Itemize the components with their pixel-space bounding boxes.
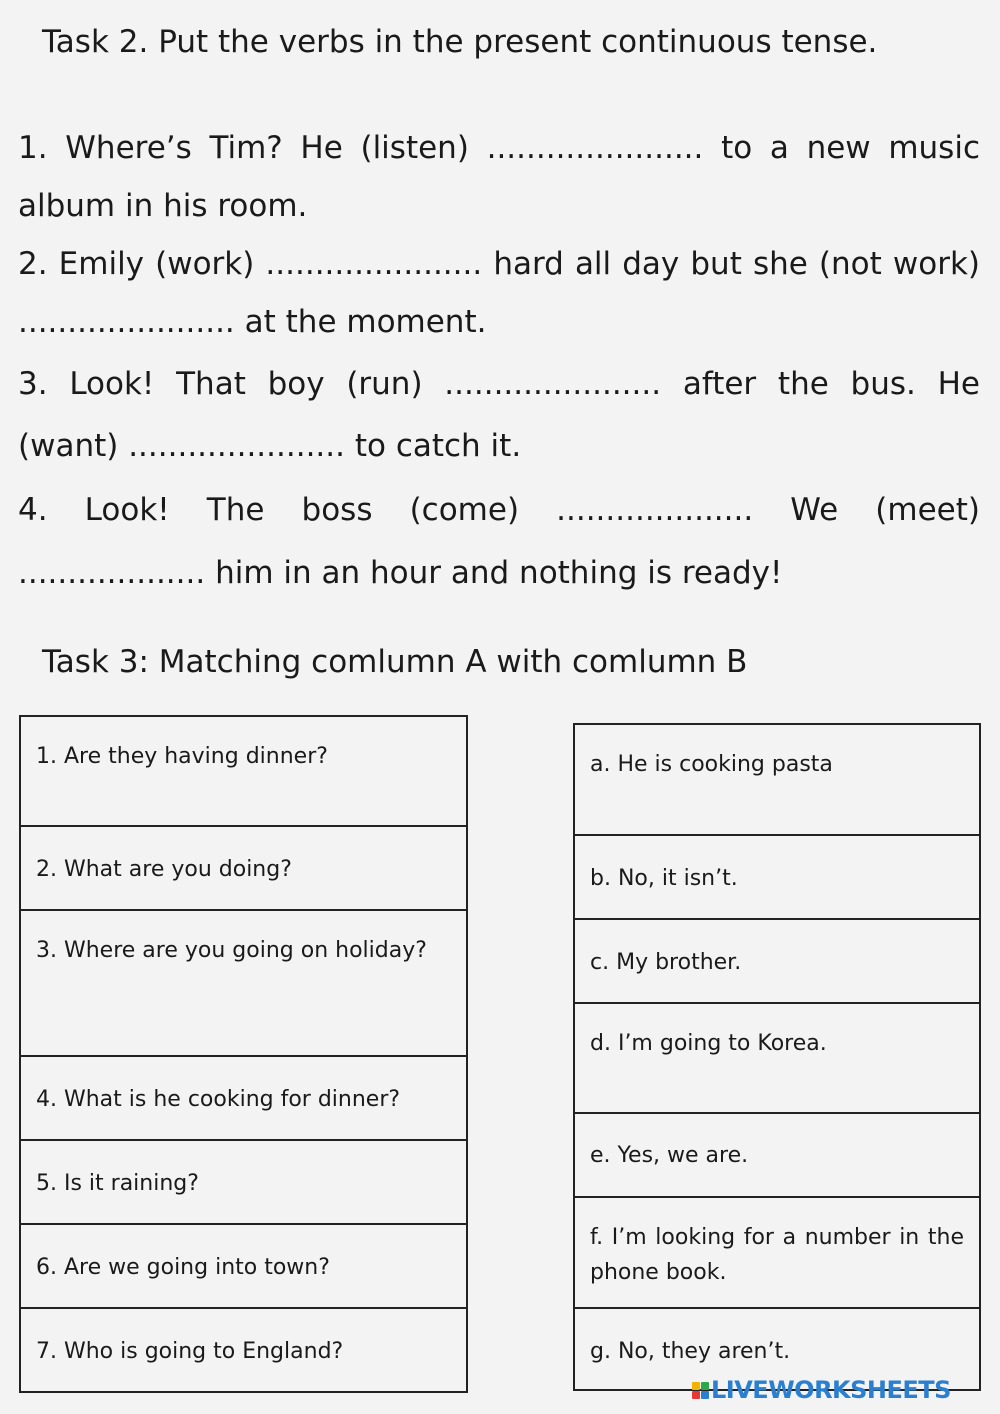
column-b-item[interactable]: g. No, they aren’t. xyxy=(574,1308,980,1390)
column-b-item[interactable]: d. I’m going to Korea. xyxy=(574,1003,980,1113)
task2-line-5: 3. Look! That boy (run) ...................... after the bus. He xyxy=(18,366,980,402)
logo-square-icon xyxy=(692,1391,700,1399)
column-a-item[interactable]: 7. Who is going to England? xyxy=(20,1308,467,1392)
task2-line-2: album in his room. xyxy=(18,188,308,224)
liveworksheets-logo-icon xyxy=(692,1382,709,1399)
logo-square-icon xyxy=(692,1382,700,1390)
task2-line-8: ................... him in an hour and nothing is ready! xyxy=(18,555,783,591)
task2-line-7: 4. Look! The boss (come) .................... We (meet) xyxy=(18,492,980,528)
column-b-item[interactable]: e. Yes, we are. xyxy=(574,1113,980,1197)
column-b-item[interactable]: b. No, it isn’t. xyxy=(574,835,980,919)
logo-square-icon xyxy=(701,1382,709,1390)
logo-square-icon xyxy=(701,1391,709,1399)
column-b-item[interactable]: c. My brother. xyxy=(574,919,980,1003)
column-b-table xyxy=(573,723,981,1391)
liveworksheets-wordmark: LIVEWORKSHEETS xyxy=(711,1376,951,1404)
task3-title: Task 3: Matching comlumn A with comlumn B xyxy=(42,644,748,680)
task2-title: Task 2. Put the verbs in the present continuous tense. xyxy=(42,24,878,60)
liveworksheets-watermark xyxy=(692,1376,951,1404)
task2-line-1: 1. Where’s Tim? He (listen) ...................... to a new music xyxy=(18,130,980,166)
task2-line-3: 2. Emily (work) ...................... hard all day but she (not work) xyxy=(18,246,980,282)
column-a-item[interactable]: 4. What is he cooking for dinner? xyxy=(20,1056,467,1140)
task2-line-6: (want) ...................... to catch it. xyxy=(18,428,522,464)
column-a-item[interactable]: 5. Is it raining? xyxy=(20,1140,467,1224)
column-b-item[interactable]: a. He is cooking pasta xyxy=(574,724,980,835)
column-a-table xyxy=(19,715,468,1393)
column-a-item[interactable]: 1. Are they having dinner? xyxy=(20,716,467,826)
column-a-item[interactable]: 6. Are we going into town? xyxy=(20,1224,467,1308)
column-b-item[interactable]: f. I’m looking for a number in the phone book. xyxy=(574,1197,980,1308)
task2-line-4: ...................... at the moment. xyxy=(18,304,487,340)
column-a-item[interactable]: 3. Where are you going on holiday? xyxy=(20,910,467,1056)
column-a-item[interactable]: 2. What are you doing? xyxy=(20,826,467,910)
